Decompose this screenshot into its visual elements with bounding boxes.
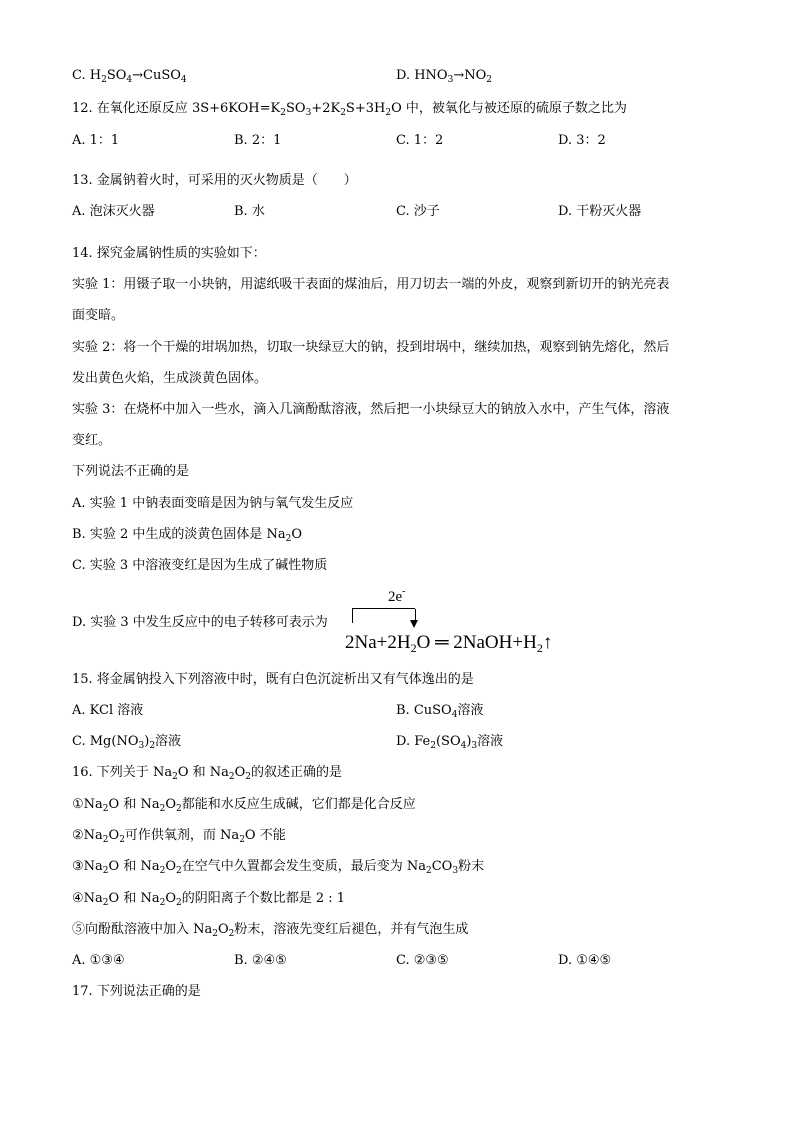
q13-option-c: C. 沙子 <box>396 204 440 219</box>
q13-option-b: B. 水 <box>234 204 265 219</box>
q14-question: 下列说法不正确的是 <box>72 464 190 479</box>
q16-statement-2: $②Na_2O_2$可作供氧剂，而 $Na_2O$ 不能 <box>72 828 286 845</box>
q12-option-b: B. 2：1 <box>234 133 282 148</box>
q16-statement-1: $①Na_2O$ 和 $Na_2O_2$都能和水反应生成碱，它们都是化合反应 <box>72 797 416 814</box>
q12-option-c: C. 1：2 <box>396 133 444 148</box>
q16-statement-3: $③Na_2O$ 和 $Na_2O_2$在空气中久置都会发生变质，最后变为 $Na_2CO_3$粉末 <box>72 859 485 876</box>
q17-stem: 17. 下列说法正确的是 <box>72 984 201 999</box>
electron-transfer-label: 2e- <box>388 586 406 605</box>
q15-option-b: B. CuSO$_4$溶液 <box>396 703 484 720</box>
q16-statement-4: $④Na_2O$ 和 $Na_2O_2$的阴阳离子个数比都是 2 : 1 <box>72 891 346 908</box>
q15-option-a: A. KCl 溶液 <box>72 703 144 718</box>
q13-option-d: D. 干粉灭火器 <box>558 204 642 219</box>
q14-option-b: B. 实验 2 中生成的淡黄色固体是 $Na_2O$ <box>72 527 303 544</box>
q15-stem: 15. 将金属钠投入下列溶液中时，既有白色沉淀析出又有气体逸出的是 <box>72 672 474 687</box>
q16-option-d: D. ①④⑤ <box>558 953 612 968</box>
q15-option-c: C. $Mg(NO_3)_2$溶液 <box>72 734 182 751</box>
q12-stem: 12. 在氧化还原反应 $3S+6KOH=K_2SO_3+2K_2S+3H_2O$ 中，被氧化与被还原的硫原子数之比为 <box>72 101 627 118</box>
q13-stem: 13. 金属钠着火时，可采用的灭火物质是（ ） <box>72 173 357 188</box>
q12-option-a: A. 1：1 <box>72 133 120 148</box>
q16-stem: 16. 下列关于 $Na_2O$ 和 $Na_2O_2$的叙述正确的是 <box>72 765 343 782</box>
reaction-equation: $2Na+2H_2O$ ═ $2NaOH+H_2↑$ <box>345 632 553 655</box>
q16-option-a: A. ①③④ <box>72 953 125 968</box>
q11-option-d: D. $HNO_3\to NO_2$ <box>396 68 492 85</box>
q14-exp2-line1: 实验 2：将一个干燥的坩埚加热，切取一块绿豆大的钠，投到坩埚中，继续加热，观察到钠先熔化，然后 <box>72 340 670 355</box>
q12-option-d: D. 3：2 <box>558 133 606 148</box>
q14-option-a: A. 实验 1 中钠表面变暗是因为钠与氧气发生反应 <box>72 496 354 511</box>
q13-option-a: A. 泡沫灭火器 <box>72 204 155 219</box>
electron-transfer-bracket <box>352 608 415 623</box>
q16-option-b: B. ②④⑤ <box>234 953 287 968</box>
q11-option-c: C. $H_2SO_4\to CuSO_4$ <box>72 68 187 85</box>
q14-exp1-line2: 面变暗。 <box>72 308 125 323</box>
q16-option-c: C. ②③⑤ <box>396 953 449 968</box>
q14-exp3-line1: 实验 3：在烧杯中加入一些水，滴入几滴酚酞溶液，然后把一小块绿豆大的钠放入水中，产生气体，溶液 <box>72 402 670 417</box>
q15-option-d: D. $Fe_2(SO_4)_3$溶液 <box>396 734 504 751</box>
q14-exp3-line2: 变红。 <box>72 433 112 448</box>
electron-transfer-arrowhead <box>410 620 418 628</box>
q16-statement-5: ⑤向酚酞溶液中加入 $Na_2O_2$粉末，溶液先变红后褪色，并有气泡生成 <box>72 922 469 939</box>
q14-option-c: C. 实验 3 中溶液变红是因为生成了碱性物质 <box>72 558 328 573</box>
q14-exp1-line1: 实验 1：用镊子取一小块钠，用滤纸吸干表面的煤油后，用刀切去一端的外皮，观察到新切开的钠光亮表 <box>72 277 670 292</box>
q14-exp2-line2: 发出黄色火焰，生成淡黄色固体。 <box>72 371 268 386</box>
q14-option-d: D. 实验 3 中发生反应中的电子转移可表示为 <box>72 615 328 630</box>
q14-stem: 14. 探究金属钠性质的实验如下： <box>72 246 266 261</box>
